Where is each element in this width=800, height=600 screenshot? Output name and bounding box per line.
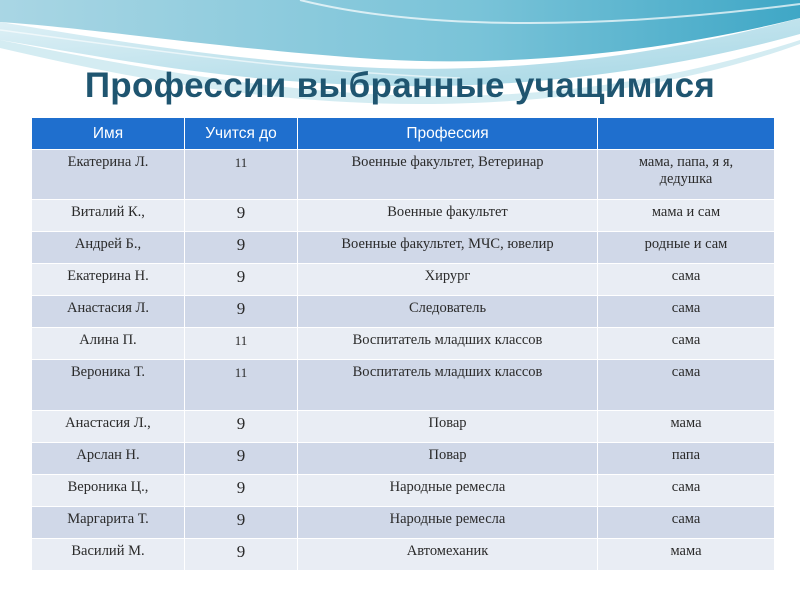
table-row — [32, 150, 775, 200]
table-row — [32, 264, 775, 296]
table-row — [32, 296, 775, 328]
cell-grade: 9 — [185, 200, 298, 232]
cell-profession: Военные факультет, Ветеринар — [298, 150, 598, 200]
cell-grade: 9 — [185, 475, 298, 507]
cell-influence: мама, папа, я я, дедушка — [598, 150, 775, 200]
cell-influence: сама — [598, 296, 775, 328]
cell-profession: Следователь — [298, 296, 598, 328]
cell-influence: родные и сам — [598, 232, 775, 264]
cell-profession: Народные ремесла — [298, 507, 598, 539]
cell-influence: сама — [598, 507, 775, 539]
cell-grade: 9 — [185, 264, 298, 296]
cell-profession: Повар — [298, 443, 598, 475]
cell-grade: 9 — [185, 443, 298, 475]
cell-profession: Автомеханик — [298, 539, 598, 571]
table-row — [32, 360, 775, 411]
cell-grade: 9 — [185, 232, 298, 264]
table-row — [32, 475, 775, 507]
header-influence — [598, 118, 775, 150]
cell-name: Екатерина Л. — [32, 150, 185, 200]
cell-grade: 9 — [185, 507, 298, 539]
cell-grade: 9 — [185, 411, 298, 443]
cell-name: Арслан Н. — [32, 443, 185, 475]
cell-profession: Военные факультет, МЧС, ювелир — [298, 232, 598, 264]
cell-name: Виталий К., — [32, 200, 185, 232]
table-row — [32, 200, 775, 232]
cell-profession: Военные факультет — [298, 200, 598, 232]
cell-influence: мама — [598, 539, 775, 571]
cell-influence: сама — [598, 328, 775, 360]
cell-name: Андрей Б., — [32, 232, 185, 264]
table-row — [32, 328, 775, 360]
cell-influence: мама и сам — [598, 200, 775, 232]
cell-name: Анастасия Л., — [32, 411, 185, 443]
professions-table — [31, 117, 775, 571]
cell-profession: Повар — [298, 411, 598, 443]
page-title: Профессии выбранные учащимися — [84, 66, 716, 105]
cell-name: Василий М. — [32, 539, 185, 571]
table-row — [32, 443, 775, 475]
table-row — [32, 507, 775, 539]
cell-profession: Воспитатель младших классов — [298, 328, 598, 360]
cell-name: Алина П. — [32, 328, 185, 360]
cell-profession: Воспитатель младших классов — [298, 360, 598, 411]
cell-name: Екатерина Н. — [32, 264, 185, 296]
cell-name: Вероника Т. — [32, 360, 185, 411]
table-row — [32, 232, 775, 264]
cell-influence: сама — [598, 475, 775, 507]
cell-name: Маргарита Т. — [32, 507, 185, 539]
cell-grade: 11 — [185, 150, 298, 200]
cell-influence: мама — [598, 411, 775, 443]
cell-profession: Хирург — [298, 264, 598, 296]
cell-influence: сама — [598, 360, 775, 411]
header-name: Имя — [32, 118, 185, 150]
cell-grade: 11 — [185, 328, 298, 360]
header-grade: Учится до — [185, 118, 298, 150]
cell-influence: сама — [598, 264, 775, 296]
cell-name: Вероника Ц., — [32, 475, 185, 507]
cell-grade: 9 — [185, 296, 298, 328]
table-row — [32, 539, 775, 571]
cell-grade: 11 — [185, 360, 298, 411]
table-header-row — [32, 118, 775, 150]
table-row — [32, 411, 775, 443]
header-profession: Профессия — [298, 118, 598, 150]
cell-profession: Народные ремесла — [298, 475, 598, 507]
cell-grade: 9 — [185, 539, 298, 571]
cell-name: Анастасия Л. — [32, 296, 185, 328]
cell-influence: папа — [598, 443, 775, 475]
